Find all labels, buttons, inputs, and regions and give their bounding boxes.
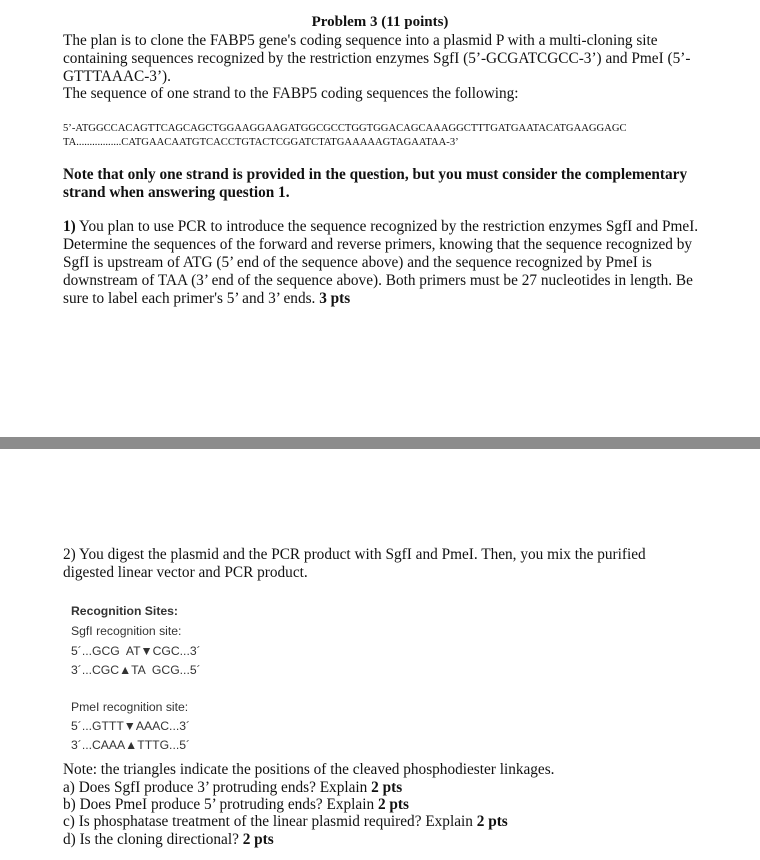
question-1-label: 1) [63, 218, 76, 235]
question-2d: d) Is the cloning directional? 2 pts [63, 831, 274, 848]
sequence-intro: The sequence of one strand to the FABP5 coding sequences the following: [63, 85, 519, 102]
intro-paragraph: The plan is to clone the FABP5 gene's coding sequence into a plasmid P with a multi-cloning site containing sequences recognized by the restriction enzymes SgfI (5’-GCGATCGCC-3’) and PmeI (5’-GTTTAAAC-3’). [63, 32, 691, 85]
question-2c: c) Is phosphatase treatment of the linear plasmid required? Explain 2 pts [63, 813, 508, 830]
sequence-line-2: TA.................CATGAACAATGTCACCTGTACTCGGATCTATGAAAAAGTAGAATAA-3’ [63, 137, 459, 148]
question-1-text: You plan to use PCR to introduce the sequence recognized by the restriction enzymes SgfI and PmeI. Determine the sequences of the forward and reverse primers, knowing that the sequence recognized by SgfI is upstream of ATG (5’ end of the sequence above) and the sequence recognized by PmeI is downstream of TAA (3’ end of the sequence above). Both primers must be 27 nucleotides in length. Be sure to label each primer's 5’ and 3’ ends. [63, 218, 699, 307]
pmei-label: PmeI recognition site: [71, 700, 189, 714]
sequence-line-1: 5’-ATGGCCACAGTTCAGCAGCTGGAAGGAAGATGGCGCCTGGTGGACAGCAAAGGCTTTGATGAATACATGAAGGAGC [63, 123, 627, 134]
question-1 [63, 218, 711, 308]
pmei-bottom-strand: 3´...CAAA▲TTTG...5´ [71, 738, 191, 752]
question-1-points: 3 pts [319, 290, 351, 307]
triangle-note: Note: the triangles indicate the positions of the cleaved phosphodiester linkages. [63, 761, 555, 778]
sgfi-top-strand: 5´...GCG AT▼CGC...3´ [71, 644, 201, 658]
page-divider [0, 437, 760, 449]
page-bottom [0, 449, 760, 860]
sgfi-label: SgfI recognition site: [71, 624, 182, 638]
recognition-heading: Recognition Sites: [71, 604, 178, 618]
question-2b: b) Does PmeI produce 5’ protruding ends? Explain 2 pts [63, 796, 409, 813]
strand-note: Note that only one strand is provided in the question, but you must consider the complementary strand when answering question 1. [63, 166, 688, 201]
pmei-top-strand: 5´...GTTT▼AAAC...3´ [71, 719, 191, 733]
problem-title: Problem 3 (11 points) [311, 14, 449, 30]
sgfi-bottom-strand: 3´...CGC▲TA GCG...5´ [71, 663, 201, 677]
question-2: 2) You digest the plasmid and the PCR product with SgfI and PmeI. Then, you mix the purified digested linear vector and PCR product. [63, 546, 646, 581]
question-2a: a) Does SgfI produce 3’ protruding ends? Explain 2 pts [63, 779, 403, 796]
